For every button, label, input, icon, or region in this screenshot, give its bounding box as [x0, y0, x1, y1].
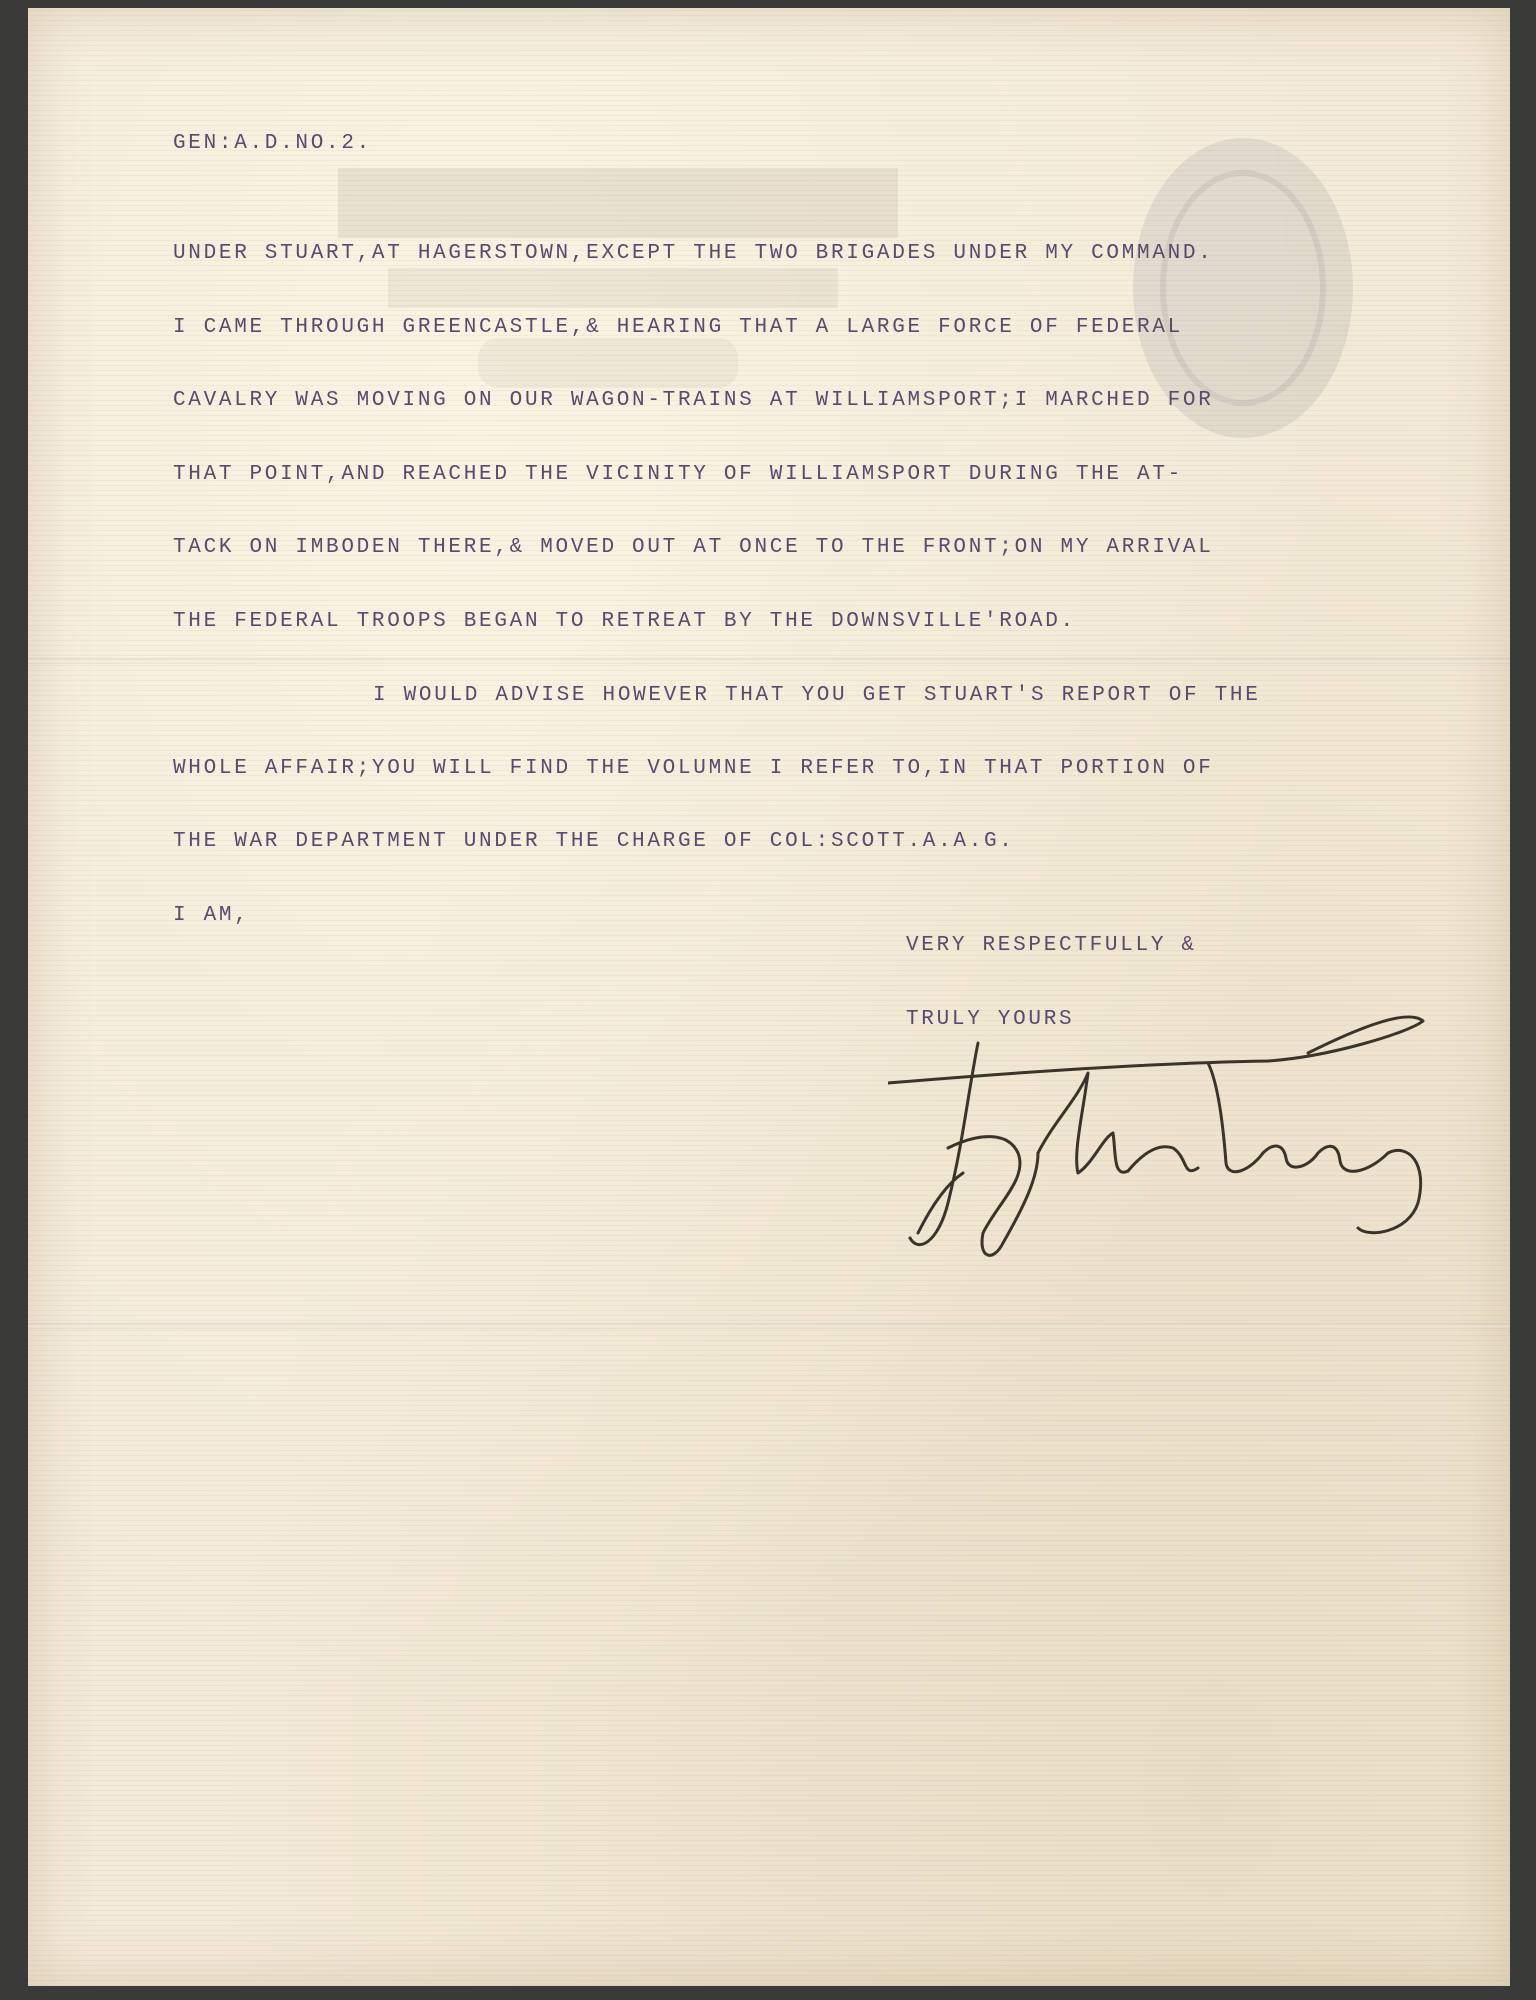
closing-line: TRULY YOURS [906, 1008, 1075, 1031]
letter-sheet [28, 8, 1510, 1986]
paper-fold [28, 1323, 1510, 1329]
letter-line: UNDER STUART,AT HAGERSTOWN,EXCEPT THE TWO BRIGADES UNDER MY COMMAND. [173, 242, 1214, 265]
closing-line: VERY RESPECTFULLY & [906, 934, 1197, 957]
paper-fold [28, 658, 1510, 664]
handwritten-signature [888, 1003, 1428, 1273]
letter-line: THE FEDERAL TROOPS BEGAN TO RETREAT BY THE DOWNSVILLE'ROAD. [173, 610, 1076, 633]
letter-line: I CAME THROUGH GREENCASTLE,& HEARING THAT A LARGE FORCE OF FEDERAL [173, 316, 1183, 339]
letter-line: I WOULD ADVISE HOWEVER THAT YOU GET STUART'S REPORT OF THE [373, 684, 1261, 707]
salutation-line: I AM, [173, 904, 250, 927]
letter-line: THAT POINT,AND REACHED THE VICINITY OF WILLIAMSPORT DURING THE AT- [173, 463, 1183, 486]
letterhead-bleedthrough [318, 158, 908, 428]
letter-line: TACK ON IMBODEN THERE,& MOVED OUT AT ONCE TO THE FRONT;ON MY ARRIVAL [173, 536, 1214, 559]
document-reference: GEN:A.D.NO.2. [173, 132, 372, 155]
letter-line: WHOLE AFFAIR;YOU WILL FIND THE VOLUMNE I REFER TO,IN THAT PORTION OF [173, 757, 1214, 780]
letter-line: THE WAR DEPARTMENT UNDER THE CHARGE OF COL:SCOTT.A.A.G. [173, 830, 1015, 853]
letter-line: CAVALRY WAS MOVING ON OUR WAGON-TRAINS AT WILLIAMSPORT;I MARCHED FOR [173, 389, 1214, 412]
